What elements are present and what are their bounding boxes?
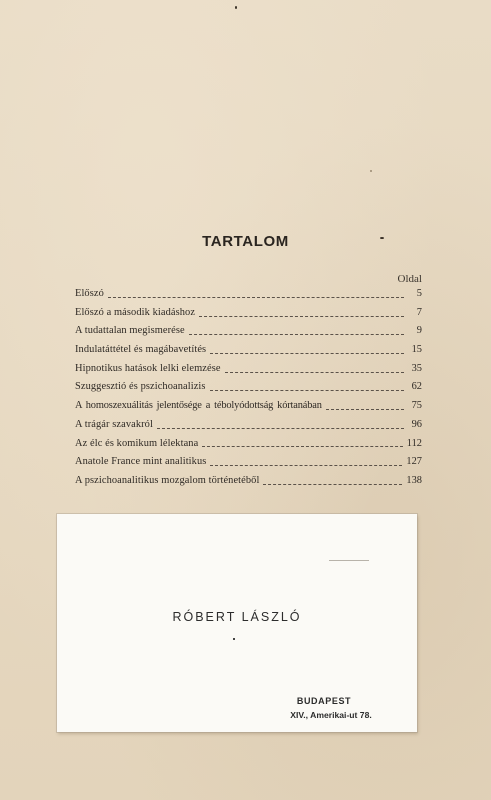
page-title: TARTALOM: [202, 233, 289, 250]
dot-leader: [202, 446, 402, 447]
dot-leader: [263, 484, 402, 485]
dot-leader: [199, 316, 404, 317]
dot-leader: [326, 409, 404, 410]
toc-entry-title: A tudattalan megismerése: [75, 325, 185, 337]
toc-entry-title: Szuggesztió és pszichoanalizis: [75, 381, 206, 393]
dot-leader: [157, 428, 404, 429]
toc-entry: [75, 475, 422, 494]
dot-leader: [108, 297, 404, 298]
page-column-label: Oldal: [397, 273, 422, 285]
toc-entry-page: 127: [406, 456, 422, 468]
toc-entry: [75, 438, 422, 457]
toc-entry: [75, 363, 422, 382]
pencil-mark: [329, 560, 369, 561]
toc-entry: [75, 381, 422, 400]
toc-entry-title: Előszó a második kiadáshoz: [75, 306, 196, 318]
ink-dot: [233, 638, 235, 640]
dot-leader: [210, 390, 404, 391]
toc-entry-title: Előszó: [75, 288, 104, 299]
toc-entry-title: A trágár szavakról: [75, 418, 153, 430]
ink-speck: [370, 170, 372, 172]
toc-entry: [75, 400, 422, 419]
ink-speck: [235, 6, 237, 9]
dot-leader: [225, 372, 404, 373]
toc-entry-page: 96: [411, 418, 422, 430]
dot-leader: [210, 353, 404, 354]
toc-entry-title: Az élc és komikum lélektana: [75, 437, 199, 449]
toc-entry-title: A pszichoanalitikus mozgalom történetéből: [75, 474, 260, 486]
toc-entry-title: A homoszexuálitás jelentősége a tébolyódottság kórtanában: [75, 400, 322, 412]
toc-entry-page: 15: [411, 344, 422, 356]
card-address: XIV., Amerikai-ut 78.: [290, 710, 372, 720]
toc-entry: [75, 344, 422, 363]
toc-entry-page: 62: [411, 381, 422, 393]
card-city: BUDAPEST: [296, 696, 352, 706]
table-of-contents: [75, 288, 422, 494]
business-card: [57, 514, 417, 732]
dot-leader: [189, 334, 404, 335]
toc-entry: [75, 307, 422, 326]
toc-entry: [75, 419, 422, 438]
toc-entry-page: 138: [406, 474, 422, 486]
toc-entry-title: Indulatáttétel és magábavetítés: [75, 344, 207, 356]
toc-entry-page: 35: [411, 362, 422, 374]
toc-entry-page: 7: [416, 306, 422, 318]
toc-entry-page: 112: [406, 437, 422, 449]
card-name: RÓBERT LÁSZLÓ: [172, 610, 302, 624]
toc-entry-page: 75: [411, 400, 422, 412]
toc-entry: [75, 456, 422, 475]
toc-entry-page: 9: [416, 325, 422, 337]
toc-entry-title: Anatole France mint analitikus: [75, 456, 207, 468]
dot-leader: [210, 465, 402, 466]
toc-entry-title: Hipnotikus hatások lelki elemzése: [75, 362, 221, 374]
toc-entry: [75, 325, 422, 344]
toc-entry-page: 5: [416, 288, 422, 299]
toc-entry: [75, 288, 422, 307]
